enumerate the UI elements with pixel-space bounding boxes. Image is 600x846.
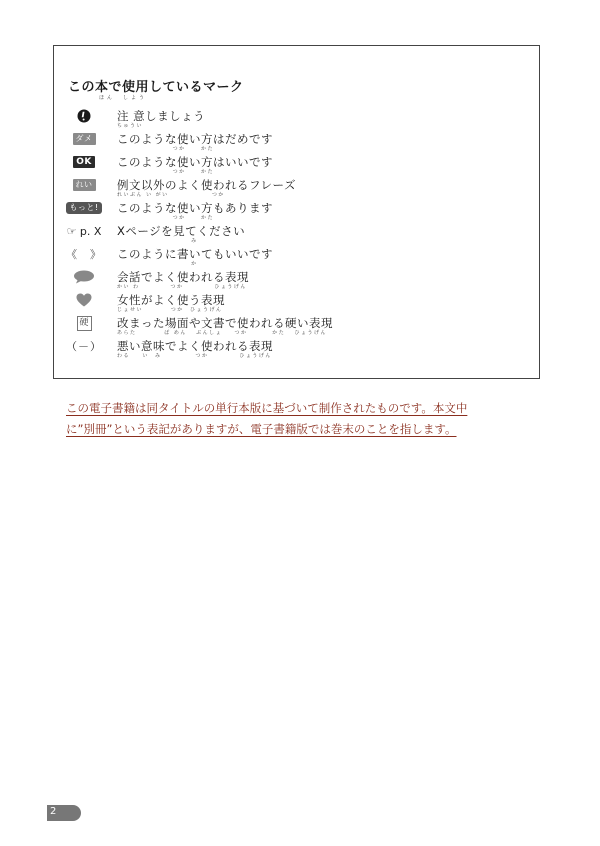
double-angle-brackets-icon [64,246,104,262]
exclamation-icon [64,108,104,124]
mark-desc: このような使い方はいいです [117,155,273,169]
dame-tag-icon [64,131,104,147]
mark-row-conversation [54,269,539,291]
mark-row-motto [54,200,539,222]
mark-ruby: ちゅうい [117,123,144,129]
mark-ruby: つか かた [117,215,215,221]
mark-row-alternate [54,246,539,268]
mark-ruby: かい わ つか ひょうげん [117,284,247,290]
mark-desc: Xページを見てください [117,224,246,238]
ebook-notice-line-2: に”別冊”という表記がありますが、電子書籍版では巻末のことを指します。 [66,422,457,436]
mark-ruby: じょせい つか ひょうげん [117,307,223,313]
mark-desc: 女性がよく使う表現 [117,293,225,307]
pointing-hand-icon [64,223,104,239]
dame-tag-label: ダメ [73,133,96,145]
mark-desc: 会話でよく使われる表現 [117,270,249,284]
rei-tag-label: れい [73,179,96,191]
mark-ruby: れいぶん い がい つか [117,192,225,198]
mark-desc: 改まった場面や文書で使われる硬い表現 [117,316,333,330]
dash-in-parens-icon [64,338,104,354]
mark-ruby: わる い み つか ひょうげん [117,353,272,359]
mark-desc: 悪い意味でよく使われる表現 [117,339,273,353]
mark-desc: このような使い方もあります [117,201,273,215]
page-ref-label: ☞ p. X [66,224,102,238]
mark-desc: 例文以外のよく使われるフレーズ [117,178,296,192]
ebook-notice-line-1: この電子書籍は同タイトルの単行本版に基づいて制作されたものです。本文中 [66,401,468,415]
ebook-notice [66,398,536,440]
alternate-label: 《 》 [66,248,102,261]
ok-tag-icon [64,154,104,170]
negative-label: （－） [66,340,102,353]
mark-ruby: み [117,238,198,244]
mark-row-rei [54,177,539,199]
kanji-hard-icon [64,315,104,331]
page-number: 2 [50,806,57,817]
mark-desc: このような使い方はだめです [117,132,273,146]
mark-ruby: か [117,261,198,267]
legend-title: この本で使用しているマーク [68,80,244,95]
rei-tag-icon [64,177,104,193]
mark-row-female [54,292,539,314]
mark-row-negative [54,338,539,360]
mark-row-dame [54,131,539,153]
mark-row-formal [54,315,539,337]
mark-row-caution [54,108,539,130]
legend-title-ruby: ほん しよう [99,95,148,101]
mark-ruby: あらた ば めん ぶんしょ つか かた ひょうげん [117,330,328,336]
mark-ruby: つか かた [117,146,215,152]
ok-tag-label: OK [73,156,95,168]
mark-row-page-ref [54,223,539,245]
mark-row-ok [54,154,539,176]
motto-tag-icon [64,200,104,216]
mark-desc: 注 意しましょう [117,109,206,123]
motto-tag-label: もっと! [66,202,101,214]
kanji-hard-label: 硬 [77,316,92,331]
mark-ruby: つか かた [117,169,215,175]
mark-desc: このように書いてもいいです [117,247,273,261]
heart-icon [64,292,104,308]
speech-bubble-icon [64,269,104,285]
mark-legend-box [53,45,540,379]
